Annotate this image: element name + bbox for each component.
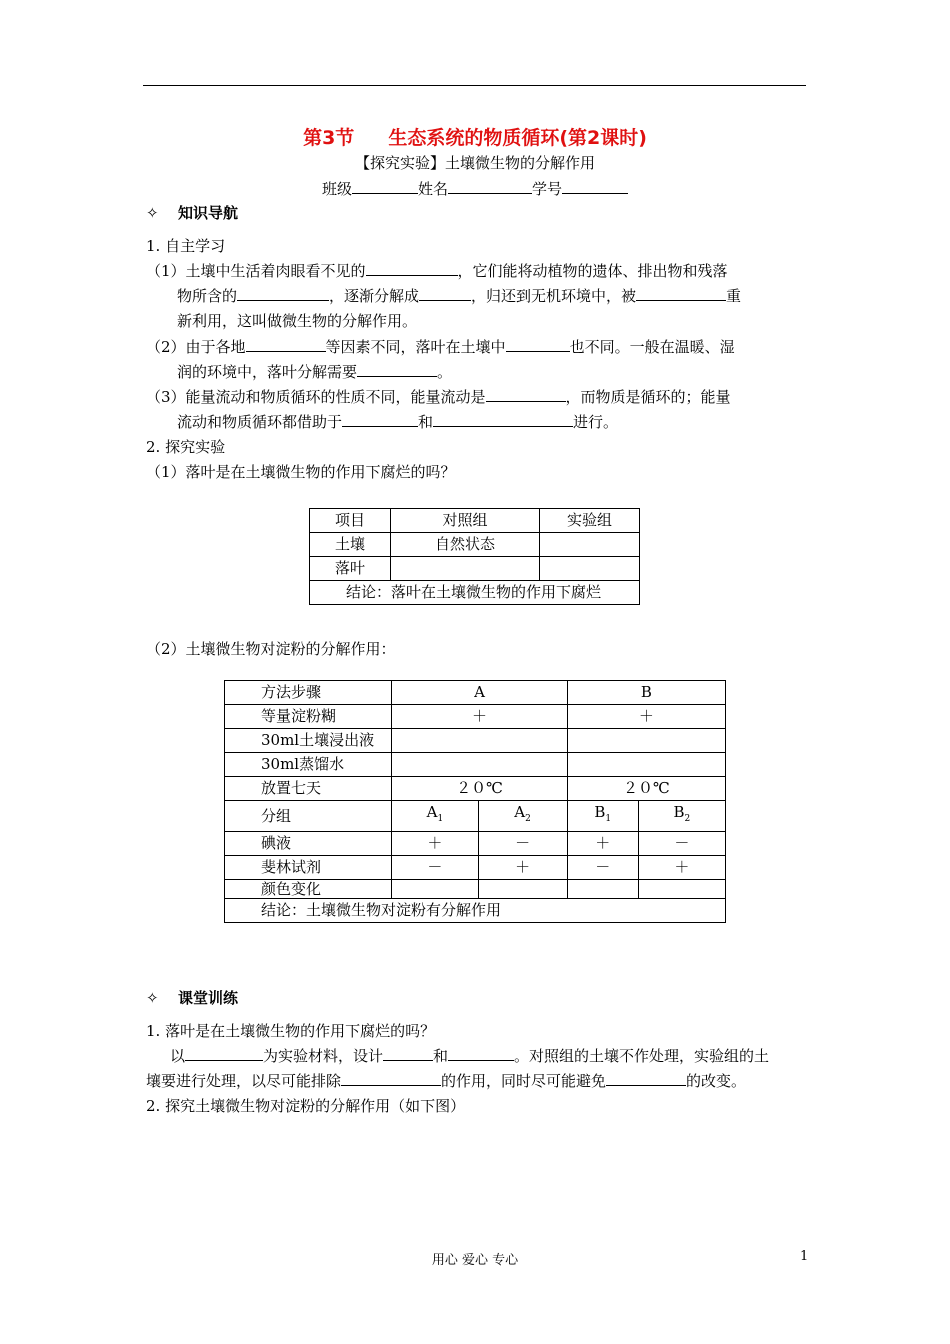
student-id-field[interactable] [562,179,628,194]
section-heading-text: 课堂训练 [178,989,239,1007]
table-cell: 自然状态 [391,533,540,557]
text: 重 [726,287,742,305]
text: 壤要进行处理，以尽可能排除 [146,1072,342,1090]
table-cell: 30ml土壤浸出液 [225,729,392,753]
text: （2）由于各地 [146,338,246,356]
text: 和 [418,413,434,431]
table-conclusion: 结论：土壤微生物对淀粉有分解作用 [225,899,726,923]
name-label: 姓名 [417,180,448,198]
table-header: 实验组 [540,509,640,533]
text: 和 [433,1047,449,1065]
blank-decomposition-time[interactable] [506,337,570,352]
name-field[interactable] [448,179,532,194]
practice1-title: 1. 落叶是在土壤微生物的作用下腐烂的吗？ [146,1022,436,1040]
table-cell: 土壤 [310,533,391,557]
table-cell: ＋ [392,705,567,729]
table-cell: ＋ [392,832,478,856]
table-cell: ＋ [567,705,725,729]
blank-energy-flow[interactable] [486,387,566,402]
section-knowledge-heading [146,202,238,223]
table-row [310,533,640,557]
table-cell: 分组 [225,801,392,832]
text: 流动和物质循环都借助于 [177,413,343,431]
blank-time-needed[interactable] [357,362,437,377]
table-cell [638,801,725,832]
table-cell-blank[interactable] [392,880,478,899]
page-subtitle: 【探究实验】土壤微生物的分解作用 [354,154,595,172]
blank-control-group[interactable] [383,1046,433,1061]
table-header: 对照组 [391,509,540,533]
table-row [225,899,726,923]
table-cell-blank[interactable] [638,880,725,899]
text: 为实验材料，设计 [263,1047,384,1065]
group-subscript: 1 [605,814,612,824]
blank-experimental-group[interactable] [448,1046,514,1061]
table-cell-blank[interactable] [478,880,567,899]
table-cell [478,801,567,832]
diamond-star-icon: ✧ [146,989,159,1007]
table-row [225,705,726,729]
text: 物所含的 [177,287,238,305]
table-cell [567,801,638,832]
exp2-title: （2）土壤微生物对淀粉的分解作用： [146,640,396,658]
table-row [310,581,640,605]
student-info-line [0,178,950,199]
table-cell: ２０℃ [567,777,725,801]
exp1-title: （1）落叶是在土壤微生物的作用下腐烂的吗？ [146,463,456,481]
table-row [225,856,726,880]
text: 润的环境中，落叶分解需要 [177,363,358,381]
table-cell-blank[interactable] [392,753,567,777]
table-row [225,681,726,705]
table-cell: 碘液 [225,832,392,856]
text: 的改变。 [686,1072,747,1090]
blank-food-web[interactable] [433,412,573,427]
table-cell-blank[interactable] [567,880,638,899]
table-cell: 等量淀粉糊 [225,705,392,729]
text: 也不同。一般在温暖、湿 [569,338,735,356]
table-header: 项目 [310,509,391,533]
footer-motto: 用心 爱心 专心 [431,1253,519,1268]
text: 进行。 [573,413,619,431]
table-cell-blank[interactable] [391,557,540,581]
blank-microorganisms[interactable] [366,261,458,276]
table-cell: － [638,832,725,856]
q2-line1 [146,336,735,358]
table-cell: 放置七天 [225,777,392,801]
table-cell-blank[interactable] [540,533,640,557]
blank-organic-matter[interactable] [237,286,329,301]
group-letter: B [594,803,606,821]
practice1-line1 [170,1045,769,1067]
text: （1）土壤中生活着肉眼看不见的 [146,262,366,280]
blank-food-chain[interactable] [342,412,418,427]
table-cell: A [392,681,567,705]
table-cell: 颜色变化 [225,880,392,899]
text: ，逐渐分解成 [329,287,420,305]
top-rule [143,85,806,86]
table-cell [392,801,478,832]
table-row [225,753,726,777]
table-row [225,729,726,753]
q1-line3: 新利用，这叫做微生物的分解作用。 [177,312,418,330]
item1-title: 1. 自主学习 [146,237,226,255]
q3-line1 [146,386,731,408]
table-row [225,832,726,856]
section-heading-text: 知识导航 [178,204,239,222]
group-letter: A [426,803,438,821]
table-cell: － [392,856,478,880]
q2-line2 [177,361,452,383]
table-cell: ＋ [478,856,567,880]
group-subscript: 1 [437,814,444,824]
student-id-label: 学号 [532,180,563,198]
blank-soil-properties[interactable] [606,1071,686,1086]
item2-title: 2. 探究实验 [146,438,226,456]
blank-inorganic[interactable] [419,286,471,301]
blank-microbe-effect[interactable] [341,1071,441,1086]
table-row [310,557,640,581]
group-letter: B [673,803,685,821]
page-number: 1 [800,1249,809,1264]
table-row [225,777,726,801]
table-cell: ＋ [638,856,725,880]
table-cell: 方法步骤 [225,681,392,705]
table-cell-blank[interactable] [567,753,725,777]
practice2-title: 2. 探究土壤微生物对淀粉的分解作用（如下图） [146,1097,466,1115]
text: 等因素不同，落叶在土壤中 [325,338,506,356]
class-field[interactable] [352,179,418,194]
table-row [225,801,726,832]
group-letter: A [514,803,526,821]
table-cell-blank[interactable] [392,729,567,753]
title-text: 生态系统的物质循环(第2课时) [388,127,647,149]
page-title [0,123,950,150]
title-section-number: 第3节 [303,127,355,149]
class-label: 班级 [321,180,352,198]
table-cell: 落叶 [310,557,391,581]
text: ，而物质是循环的；能量 [565,388,731,406]
blank-climate[interactable] [246,337,326,352]
table-cell-blank[interactable] [540,557,640,581]
text: 。 [437,363,453,381]
table-row [310,509,640,533]
starch-experiment-table [224,680,726,923]
text: 。对照组的土壤不作处理，实验组的土 [514,1047,770,1065]
diamond-star-icon: ✧ [146,204,159,222]
q3-line2 [177,411,618,433]
blank-material[interactable] [185,1046,263,1061]
text: 的作用，同时尽可能避免 [441,1072,607,1090]
practice1-line2 [146,1070,746,1092]
group-subscript: 2 [525,814,531,824]
text: （3）能量流动和物质循环的性质不同，能量流动是 [146,388,486,406]
leaf-experiment-table [309,508,640,605]
table-cell: － [478,832,567,856]
table-cell-blank[interactable] [567,729,725,753]
section-practice-heading [146,987,238,1008]
table-row [225,880,726,899]
table-cell: － [567,856,638,880]
table-cell: ２０℃ [392,777,567,801]
table-cell: ＋ [567,832,638,856]
q1-line2 [177,285,741,307]
table-cell: 斐林试剂 [225,856,392,880]
table-cell: 30ml蒸馏水 [225,753,392,777]
text: 以 [170,1047,186,1065]
q1-line1 [146,260,728,282]
text: ，它们能将动植物的遗体、排出物和残落 [457,262,728,280]
table-conclusion: 结论：落叶在土壤微生物的作用下腐烂 [310,581,640,605]
text: ，归还到无机环境中，被 [471,287,637,305]
blank-producers[interactable] [636,286,726,301]
table-cell: B [567,681,725,705]
group-subscript: 2 [684,814,691,824]
